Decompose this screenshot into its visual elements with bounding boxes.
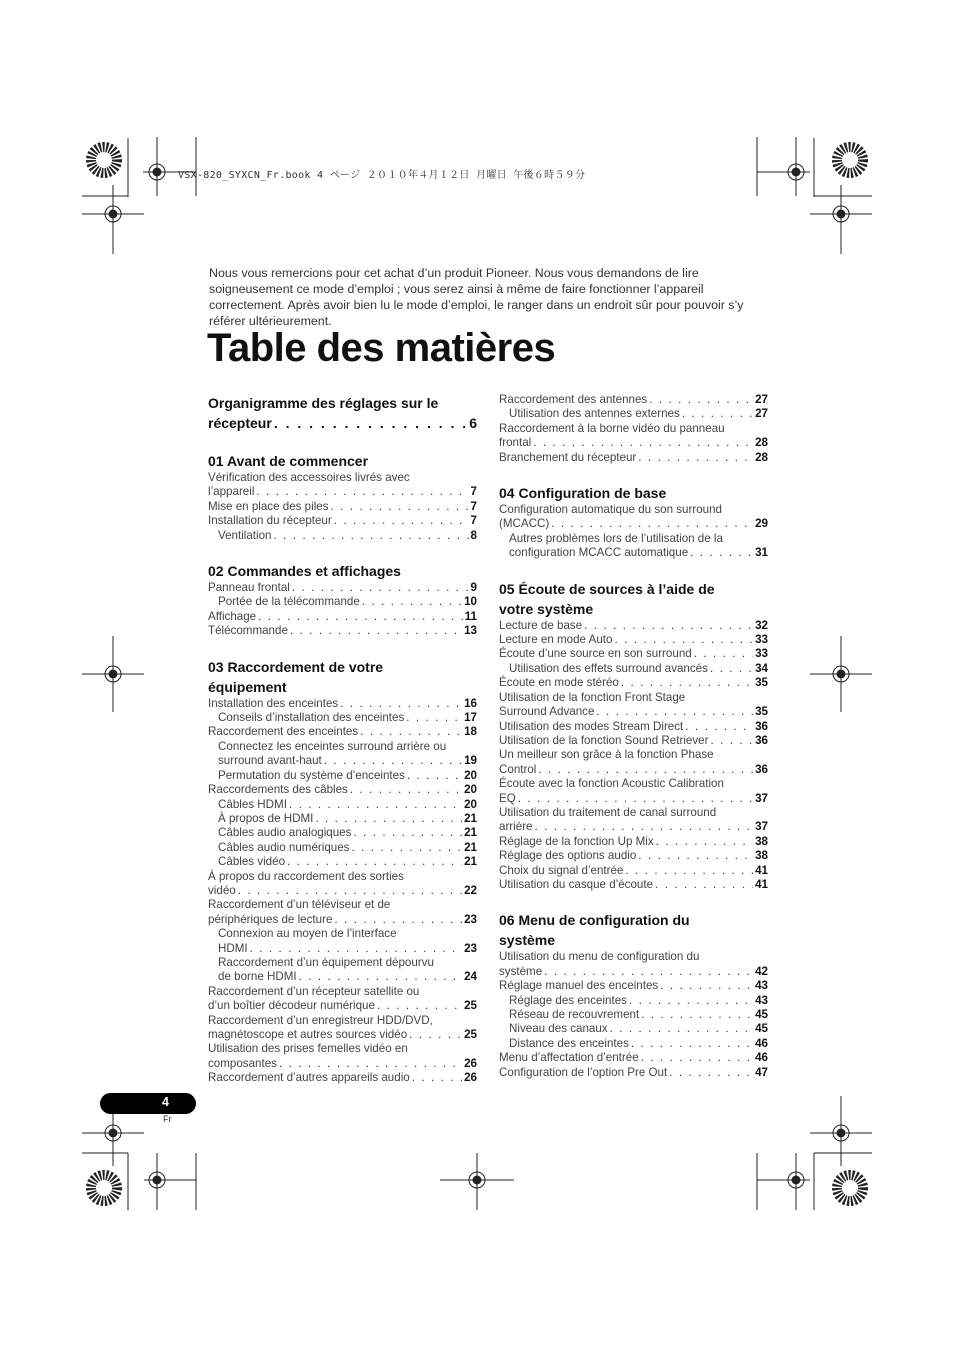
- toc-section-05: [499, 579, 768, 893]
- toc-page-number: 31: [755, 546, 768, 560]
- toc-entry[interactable]: [208, 697, 477, 711]
- toc-page-number: 7: [470, 514, 477, 528]
- toc-entry[interactable]: [499, 792, 768, 806]
- toc-page-number: 16: [464, 696, 477, 710]
- toc-entry[interactable]: [499, 979, 768, 993]
- toc-entry-text: HDMI: [218, 941, 248, 955]
- toc-entry-text: Réglage manuel des enceintes: [499, 979, 659, 993]
- toc-entry-line: Vérification des accessoires livrés avec: [208, 471, 410, 484]
- leader-dots: [258, 610, 463, 624]
- toc-page-number: 33: [755, 647, 768, 661]
- toc-entry[interactable]: [499, 546, 768, 560]
- toc-page-number: 27: [755, 393, 768, 406]
- leader-dots: [710, 662, 753, 676]
- toc-page-number: 25: [464, 1028, 477, 1041]
- leader-dots: [334, 913, 462, 927]
- toc-page-number: 37: [755, 791, 768, 805]
- leader-dots: [292, 581, 469, 595]
- toc-entry-text: surround avant-haut: [218, 754, 322, 768]
- toc-page-number: 7: [470, 499, 477, 513]
- toc-entry[interactable]: [208, 711, 477, 725]
- toc-entry-line: Autres problèmes lors de l’utilisation de la: [509, 531, 723, 545]
- toc-right-column: [499, 393, 768, 1098]
- toc-page-number: 27: [755, 407, 768, 421]
- toc-page-number: 36: [755, 762, 768, 776]
- toc-entry[interactable]: [499, 965, 768, 979]
- toc-entry-text: configuration MCACC automatique: [509, 546, 689, 560]
- toc-section-02: [208, 561, 477, 639]
- toc-entry-text: Permutation du système d’enceintes: [218, 768, 405, 782]
- leader-dots: [685, 720, 753, 734]
- toc-entry[interactable]: [208, 812, 477, 826]
- toc-entry-text: Raccordement des enceintes: [208, 725, 359, 739]
- toc-entry-line: Raccordement d’un téléviseur et de: [208, 898, 391, 912]
- leader-dots: [544, 965, 753, 979]
- toc-page-number: 23: [464, 941, 477, 955]
- toc-entry[interactable]: [499, 633, 768, 647]
- toc-entry-line: À propos du raccordement des sorties: [208, 869, 404, 883]
- toc-page-number: 41: [755, 877, 768, 891]
- leader-dots: [631, 1037, 753, 1051]
- toc-page-number: 11: [464, 609, 477, 623]
- toc-page-number: 38: [755, 849, 768, 863]
- toc-entry-line: Utilisation du traitement de canal surround: [499, 805, 717, 819]
- toc-entry[interactable]: [499, 835, 768, 849]
- toc-entry-text: Raccordement des antennes: [499, 393, 648, 406]
- toc-left-column: [208, 393, 477, 1104]
- toc-entry[interactable]: [499, 820, 768, 834]
- toc-entry[interactable]: [499, 647, 768, 661]
- toc-section-06: [499, 910, 768, 1080]
- toc-section-title: 04 Configuration de base: [499, 485, 667, 502]
- leader-dots: [353, 826, 462, 840]
- leader-dots: [334, 514, 469, 528]
- toc-entry[interactable]: [208, 798, 477, 812]
- leader-dots: [535, 820, 754, 834]
- toc-entry[interactable]: [208, 826, 477, 840]
- toc-page-number: 21: [464, 855, 477, 869]
- toc-entry-text: Câbles audio numériques: [218, 840, 350, 854]
- toc-entry-text: Écoute d’une source en son surround: [499, 647, 692, 661]
- toc-entry[interactable]: [208, 884, 477, 898]
- leader-dots: [660, 979, 753, 993]
- toc-entry[interactable]: [208, 783, 477, 797]
- toc-entry[interactable]: [499, 864, 768, 878]
- toc-page-number: 23: [464, 912, 477, 926]
- toc-section-03-cont: [499, 393, 768, 465]
- toc-entry-text: Utilisation du casque d’écoute: [499, 877, 654, 891]
- toc-entry[interactable]: [499, 407, 768, 421]
- toc-entry-text: (MCACC): [499, 517, 550, 531]
- toc-page-number: 45: [755, 1008, 768, 1021]
- toc-entry-text: d’un boîtier décodeur numérique: [208, 999, 375, 1013]
- toc-entry-text: Installation du récepteur: [208, 514, 332, 528]
- toc-entry[interactable]: [499, 517, 768, 531]
- toc-entry-text: Télécommande: [208, 624, 288, 638]
- page-number-tab: [100, 1093, 196, 1114]
- leader-dots: [641, 1051, 753, 1065]
- leader-dots: [538, 763, 753, 777]
- leader-dots: [360, 725, 462, 739]
- toc-page-number: 35: [755, 705, 768, 719]
- toc-entry[interactable]: [499, 1008, 768, 1022]
- toc-entry-text: Lecture de base: [499, 618, 583, 632]
- toc-page-number: 28: [755, 450, 768, 464]
- toc-page-number: 37: [755, 820, 768, 834]
- toc-page-number: 46: [755, 1051, 768, 1065]
- toc-entry-line: Utilisation de la fonction Front Stage: [499, 690, 686, 704]
- leader-dots: [412, 1071, 462, 1085]
- page-number: 4: [162, 1095, 169, 1109]
- toc-page-number: 21: [464, 826, 477, 840]
- leader-dots: [287, 855, 462, 869]
- toc-entry-text: Mise en place des piles: [208, 499, 329, 513]
- toc-entry-text: récepteur: [208, 415, 272, 431]
- toc-entry-text: Niveau des canaux: [509, 1022, 608, 1036]
- toc-section-title: 05 Écoute de sources à l’aide de: [499, 580, 715, 597]
- leader-dots: [362, 595, 462, 609]
- leader-dots: [655, 878, 753, 892]
- toc-section-title: 02 Commandes et affichages: [208, 563, 401, 580]
- toc-page-number: 7: [470, 485, 477, 499]
- toc-page-number: 36: [755, 733, 768, 747]
- leader-dots: [299, 970, 462, 984]
- leader-dots: [290, 624, 462, 638]
- toc-page-number: 41: [755, 863, 768, 877]
- toc-section-title: 03 Raccordement de votre: [208, 658, 384, 675]
- leader-dots: [409, 1028, 462, 1042]
- toc-entry[interactable]: [499, 393, 768, 407]
- toc-section-03: [208, 657, 477, 1086]
- toc-entry[interactable]: [499, 1066, 768, 1080]
- toc-entry[interactable]: [208, 970, 477, 984]
- toc-entry-text: Conseils d’installation des enceintes: [218, 711, 405, 725]
- toc-entry-text: composantes: [208, 1056, 277, 1070]
- toc-page-number: 35: [755, 676, 768, 690]
- leader-dots: [596, 705, 753, 719]
- toc-page-number: 21: [464, 840, 477, 854]
- toc-entry[interactable]: [208, 913, 477, 927]
- toc-entry-text: vidéo: [208, 883, 236, 897]
- toc-page-number: 29: [755, 517, 768, 531]
- leader-dots: [690, 546, 753, 560]
- leader-dots: [610, 1022, 753, 1036]
- leader-dots: [351, 841, 462, 855]
- toc-page-number: 45: [755, 1022, 768, 1036]
- toc-entry[interactable]: [208, 725, 477, 739]
- toc-entry-line: Utilisation des prises femelles vidéo en: [208, 1042, 408, 1056]
- leader-dots: [238, 884, 462, 898]
- toc-entry[interactable]: [499, 676, 768, 690]
- toc-entry[interactable]: [499, 734, 768, 748]
- toc-section-title-2: votre système: [499, 600, 594, 617]
- leader-dots: [340, 697, 462, 711]
- page-title: Table des matières: [207, 326, 556, 370]
- toc-entry-text: Réglage de la fonction Up Mix: [499, 834, 654, 848]
- toc-entry-text: Raccordement d’autres appareils audio: [208, 1071, 410, 1085]
- toc-page-number: 20: [464, 783, 477, 797]
- toc-entry[interactable]: [208, 942, 477, 956]
- toc-section-title-2: système: [499, 932, 556, 949]
- toc-page-number: 26: [464, 1071, 477, 1085]
- leader-dots: [279, 1057, 462, 1071]
- toc-page-number: 36: [755, 719, 768, 733]
- toc-entry-text: magnétoscope et autres sources vidéo: [208, 1028, 408, 1041]
- leader-dots: [638, 451, 753, 465]
- leader-dots: [518, 792, 753, 806]
- toc-section-01: [208, 451, 477, 543]
- toc-page-number: 47: [755, 1065, 768, 1079]
- toc-page-number: 19: [464, 754, 477, 768]
- toc-entry-text: périphériques de lecture: [208, 912, 333, 926]
- leader-dots: [407, 769, 462, 783]
- toc-entry-text: Utilisation des modes Stream Direct: [499, 719, 684, 733]
- toc-entry-text: Câbles vidéo: [218, 855, 286, 869]
- toc-page-number: 20: [464, 768, 477, 782]
- leader-dots: [649, 393, 753, 407]
- toc-entry-line: Utilisation du menu de configuration du: [499, 950, 700, 964]
- toc-entry[interactable]: [208, 514, 477, 528]
- toc-section-04: [499, 483, 768, 561]
- toc-entry[interactable]: [499, 763, 768, 777]
- toc-entry-line: Connexion au moyen de l’interface: [218, 927, 397, 941]
- leader-dots: [641, 1008, 753, 1022]
- toc-entry-text: Utilisation de la fonction Sound Retriever: [499, 733, 709, 747]
- toc-entry-line: Connectez les enceintes surround arrière ou: [218, 739, 447, 753]
- toc-entry-text: l’appareil: [208, 485, 255, 499]
- toc-entry-text: Panneau frontal: [208, 581, 290, 595]
- toc-entry-text: Réglage des options audio: [499, 849, 637, 863]
- leader-dots: [315, 812, 462, 826]
- intro-paragraph: Nous vous remercions pour cet achat d’un produit Pioneer. Nous vous demandons de lire soigneusement ce mode d’emploi ; vous serez ainsi à même de faire fonctionner l’appareil correctement. Après avoir bien lu le mode d’emploi, le ranger dans un endroit sûr pour pouvoir s’y référer ultérieurement.: [209, 266, 744, 328]
- leader-dots: [256, 485, 468, 499]
- toc-entry[interactable]: [499, 619, 768, 633]
- toc-entry[interactable]: [499, 994, 768, 1008]
- toc-entry-text: Réglage des enceintes: [509, 993, 627, 1007]
- toc-page-number: 28: [755, 436, 768, 450]
- toc-entry-text: À propos de HDMI: [218, 811, 314, 825]
- toc-page-number: 25: [464, 999, 477, 1013]
- leader-dots: [324, 754, 462, 768]
- toc-section-title: Organigramme des réglages sur le: [208, 395, 439, 411]
- toc-page-number: 33: [755, 633, 768, 647]
- toc-page-number: 9: [470, 581, 477, 595]
- toc-entry[interactable]: [499, 451, 768, 465]
- toc-page-number: 20: [464, 797, 477, 811]
- toc-entry[interactable]: [208, 1028, 477, 1042]
- toc-page-number: 42: [755, 964, 768, 978]
- toc-entry[interactable]: [499, 705, 768, 719]
- toc-page-number: 21: [464, 811, 477, 825]
- toc-entry[interactable]: [208, 1057, 477, 1071]
- toc-entry[interactable]: [208, 529, 477, 543]
- toc-entry-wrap: [208, 471, 477, 485]
- toc-entry-text: de borne HDMI: [218, 970, 297, 984]
- toc-page-number: 46: [755, 1036, 768, 1050]
- leader-dots: [331, 500, 469, 514]
- toc-page-number: 24: [464, 970, 477, 984]
- toc-entry-text: Choix du signal d’entrée: [499, 863, 624, 877]
- toc-entry-text: Lecture en mode Auto: [499, 633, 613, 647]
- toc-entry-line: Raccordement à la borne vidéo du panneau: [499, 421, 725, 435]
- toc-page-number: 38: [755, 834, 768, 848]
- print-header-line: VSX-820_SYXCN_Fr.book 4 ページ ２０１０年４月１２日 月曜日 午後６時５９分: [178, 170, 586, 181]
- leader-dots: [694, 647, 753, 661]
- toc-entry[interactable]: [208, 855, 477, 869]
- toc-entry[interactable]: [499, 849, 768, 863]
- toc-section-title: 01 Avant de commencer: [208, 453, 369, 469]
- toc-entry[interactable]: [208, 999, 477, 1013]
- toc-entry-text: Écoute en mode stéréo: [499, 676, 619, 690]
- toc-entry[interactable]: [499, 1037, 768, 1051]
- toc-page-number: 34: [755, 661, 768, 675]
- toc-entry-line: Configuration automatique du son surround: [499, 503, 723, 517]
- toc-entry-text: Affichage: [208, 609, 257, 623]
- toc-entry[interactable]: [208, 769, 477, 783]
- toc-page-number: 17: [464, 711, 477, 725]
- toc-entry-text: système: [499, 964, 543, 978]
- toc-entry[interactable]: [208, 500, 477, 514]
- page-language: Fr: [163, 1114, 172, 1124]
- toc-entry-text: Câbles audio analogiques: [218, 826, 352, 840]
- toc-entry-text: frontal: [499, 436, 532, 450]
- toc-entry[interactable]: [208, 610, 477, 624]
- leader-dots: [614, 633, 753, 647]
- toc-entry[interactable]: [208, 754, 477, 768]
- toc-entry[interactable]: [499, 662, 768, 676]
- toc-page-number: 13: [464, 624, 477, 638]
- toc-entry[interactable]: [208, 841, 477, 855]
- toc-entry-text: Utilisation des antennes externes: [509, 407, 680, 421]
- toc-entry-text: Installation des enceintes: [208, 696, 339, 710]
- toc-entry-text: EQ: [499, 791, 516, 805]
- toc-entry-text: Portée de la télécommande: [218, 595, 360, 609]
- toc-entry-text: Menu d’affectation d’entrée: [499, 1051, 639, 1065]
- toc-entry-line: Raccordement d’un enregistreur HDD/DVD,: [208, 1013, 433, 1027]
- toc-entry-text: Configuration de l’option Pre Out: [499, 1065, 668, 1079]
- leader-dots: [250, 942, 462, 956]
- leader-dots: [682, 407, 753, 421]
- toc-entry-text: Branchement du récepteur: [499, 450, 637, 464]
- toc-entry[interactable]: [208, 485, 477, 499]
- toc-entry[interactable]: [499, 878, 768, 892]
- toc-entry[interactable]: [499, 436, 768, 450]
- toc-entry-text: Surround Advance: [499, 705, 595, 719]
- toc-entry-line: Raccordement d’un récepteur satellite ou: [208, 984, 420, 998]
- leader-dots: [638, 849, 753, 863]
- toc-page-number: 22: [464, 883, 477, 897]
- leader-dots: [584, 619, 753, 633]
- toc-page-number: 6: [469, 415, 477, 431]
- toc-entry-text: arrière: [499, 820, 533, 834]
- leader-dots: [274, 413, 467, 433]
- toc-section-title-2: équipement: [208, 678, 287, 695]
- toc-entry[interactable]: [499, 1051, 768, 1065]
- leader-dots: [669, 1066, 753, 1080]
- leader-dots: [551, 517, 753, 531]
- toc-entry-text: Distance des enceintes: [509, 1036, 629, 1050]
- toc-entry-text: Raccordements des câbles: [208, 783, 348, 797]
- leader-dots: [350, 783, 462, 797]
- toc-page-number: 43: [755, 979, 768, 993]
- toc-entry-text: Control: [499, 762, 537, 776]
- leader-dots: [274, 529, 469, 543]
- leader-dots: [625, 864, 753, 878]
- toc-section-title: 06 Menu de configuration du: [499, 912, 690, 929]
- toc-entry-line: Écoute avec la fonction Acoustic Calibration: [499, 777, 724, 791]
- leader-dots: [629, 994, 753, 1008]
- toc-entry[interactable]: [208, 624, 477, 638]
- toc-entry[interactable]: [499, 1022, 768, 1036]
- toc-page-number: 8: [470, 528, 477, 542]
- toc-entry-text: Câbles HDMI: [218, 797, 287, 811]
- toc-page-number: 26: [464, 1056, 477, 1070]
- leader-dots: [533, 436, 753, 450]
- toc-page-number: 43: [755, 993, 768, 1007]
- toc-section-flowchart: [208, 393, 477, 433]
- leader-dots: [656, 835, 753, 849]
- toc-page-number: 32: [755, 618, 768, 632]
- leader-dots: [710, 734, 753, 748]
- leader-dots: [621, 676, 753, 690]
- leader-dots: [377, 999, 462, 1013]
- leader-dots: [406, 711, 462, 725]
- toc-page-number: 18: [464, 725, 477, 739]
- toc-entry[interactable]: [208, 1071, 477, 1085]
- toc-entry-line: Un meilleur son grâce à la fonction Phase: [499, 748, 714, 762]
- toc-page-number: 10: [464, 595, 477, 609]
- toc-entry[interactable]: [499, 720, 768, 734]
- toc-entry-text: Ventilation: [218, 528, 272, 542]
- toc-entry-text: Réseau de recouvrement: [509, 1008, 640, 1021]
- toc-entry-line: Raccordement d’un équipement dépourvu: [218, 955, 434, 969]
- toc-entry[interactable]: [208, 413, 477, 433]
- leader-dots: [289, 798, 462, 812]
- toc-entry[interactable]: [208, 581, 477, 595]
- toc-entry[interactable]: [208, 595, 477, 609]
- toc-entry-text: Utilisation des effets surround avancés: [509, 661, 708, 675]
